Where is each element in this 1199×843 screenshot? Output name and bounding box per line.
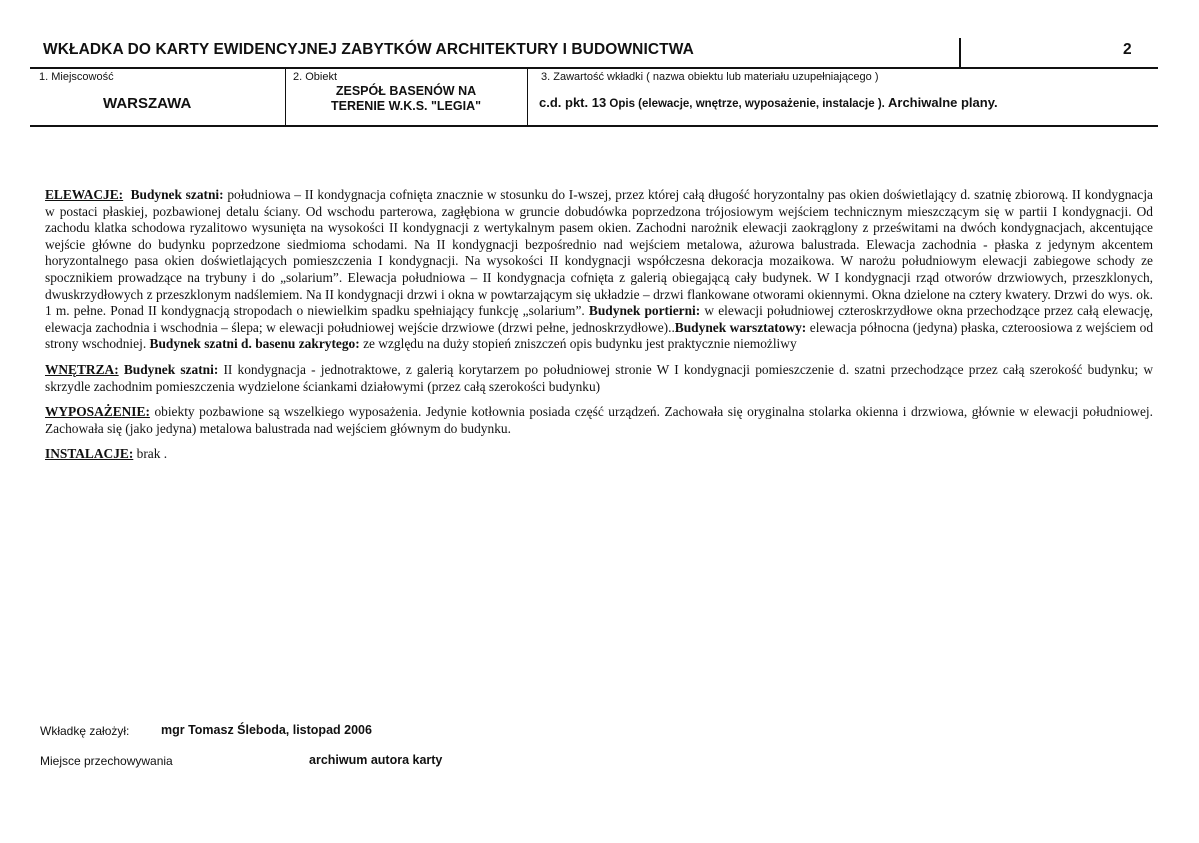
- object-value-line1: ZESPÓŁ BASENÓW NA: [335, 84, 477, 98]
- header-divider: [959, 38, 961, 67]
- paragraph-text: II kondygnacja - jednotraktowe, z galerią korytarzem po południowej stronie W I kondygnacji pomieszczenie d. szatni przechodzące przez całą szerokość budynku; w skrzydle zachodnim pomieszczenia wydzielone ściankami działowymi (przez całą szerokości budynku): [45, 361, 1153, 394]
- section-instalacje: [45, 446, 1153, 463]
- field-divider: [527, 67, 528, 125]
- object-value: [286, 84, 526, 114]
- subsection-heading: Budynek szatni:: [123, 361, 219, 377]
- section-heading: WNĘTRZA:: [45, 361, 119, 377]
- section-heading: ELEWACJE:: [45, 187, 124, 202]
- content-label: 3. Zawartość wkładki ( nazwa obiektu lub materiału uzupełniającego ): [541, 71, 879, 83]
- paragraph-text: w elewacji południowej czteroskrzydłowe okna przechodzące przez całą elewację, elewacja zachodnia i wschodnia – ślepa; w elewacji południowej wejście drzwiowe (drzwi pełne, jednoskrzydłowe)..: [45, 303, 1153, 335]
- author-label: Wkładkę założył:: [40, 724, 130, 738]
- description-text: [45, 187, 1153, 472]
- location-value: WARSZAWA: [103, 95, 192, 112]
- page-number: 2: [1123, 41, 1132, 58]
- author-value: mgr Tomasz Śleboda, listopad 2006: [161, 723, 372, 737]
- subsection-heading: Budynek szatni:: [130, 187, 224, 202]
- location-label: 1. Miejscowość: [39, 71, 114, 83]
- paragraph-text: elewacja północna (jedyna) płaska, czteroosiowa z wejściem od strony wschodniej.: [45, 319, 1154, 352]
- section-wnetrza: [45, 362, 1153, 395]
- form-header: [30, 34, 1158, 69]
- object-label: 2. Obiekt: [293, 71, 338, 83]
- paragraph-text: południowa – II kondygnacja cofnięta znacznie w stosunku do I-wszej, przez której całą długość horyzontalny pas okien doświetlający d. szatnię zbiorową. II kondygnacja w postaci płaskiej, pozbawionej detalu ściany. Od wschodu parterowa, zagłębiona w gruncie dobudówka poprzedzona trójosiowym wejściem technicznym mieszczącym się w partii I kondygnacji. Od zachodu klatka schodowa ryzalitowo wysunięta na wysokości II kondygnacji z wertykalnym pasem okien. Zachodni narożnik elewacji zaokrąglony z prześwitami na dwóch kondygnacjach, akcentujące wejście główne do budynku poprzedzone siedmioma schodami. Na II kondygnacji bezpośrednio nad wejściem metalowa, ażurowa balustrada. Elewacja zachodnia - płaska z jedynym akcentem horyzontalnego pasa okien doświetlających pomieszczenia I kondygnacji. Na wysokości II kondygnacji współczesna dekoracja mozaikowa. W narożu południowym elewacji zabiegowe schody ze spocznikiem prowadzące na trybuny i do „solarium”. Elewacja południowa – II kondygnacja cofnięta z galerią obiegającą cały budynek. W I kondygnacji rząd otworów drzwiowych, przeszklonych, dwuskrzydłowych z przeszklonym nadślemiem. Na II kondygnacji drzwi i okna w powtarzającym się układzie – drzwi flankowane otworami okiennymi. Okna dzielone na cztery kwatery. Drzwi do wys. ok. 1 m. pełne. Ponad II kondygnacją stropodach o niewielkim spadku spełniający funkcję „solarium”.: [45, 187, 1153, 319]
- paragraph-text: brak .: [133, 446, 168, 462]
- paragraph-text: ze względu na duży stopień zniszczeń opis budynku jest praktycznie niemożliwy: [359, 336, 797, 352]
- subsection-heading: Budynek szatni d. basenu zakrytego:: [149, 336, 360, 352]
- form-fields-row: [30, 67, 1158, 127]
- content-value-part: c.d. pkt. 13: [539, 95, 607, 110]
- section-wyposazenie: [45, 404, 1153, 437]
- storage-value: archiwum autora karty: [309, 753, 443, 767]
- subsection-heading: Budynek portierni:: [588, 303, 701, 319]
- paragraph-text: obiekty pozbawione są wszelkiego wyposażenia. Jedynie kotłownia posiada część urządzeń. Zachowała się oryginalna stolarka okienna i drzwiowa, głównie w elewacji południowej. Zachowała się (jako jedyna) metalowa balustrada nad wejściem głównym do budynku.: [45, 404, 1153, 436]
- content-value-part: Archiwalne plany.: [884, 95, 998, 110]
- form-title: WKŁADKA DO KARTY EWIDENCYJNEJ ZABYTKÓW ARCHITEKTURY I BUDOWNICTWA: [43, 41, 694, 58]
- subsection-heading: Budynek warsztatowy:: [674, 319, 807, 335]
- content-value-part: Opis (elewacje, wnętrze, wyposażenie, instalacje ).: [606, 98, 885, 110]
- content-value: [539, 95, 998, 110]
- section-heading: WYPOSAŻENIE:: [45, 404, 150, 420]
- section-heading: INSTALACJE:: [45, 446, 134, 462]
- storage-label: Miejsce przechowywania: [40, 754, 173, 768]
- section-elewacje: [45, 187, 1153, 353]
- object-value-line2: TERENIE W.K.S. "LEGIA": [330, 99, 482, 113]
